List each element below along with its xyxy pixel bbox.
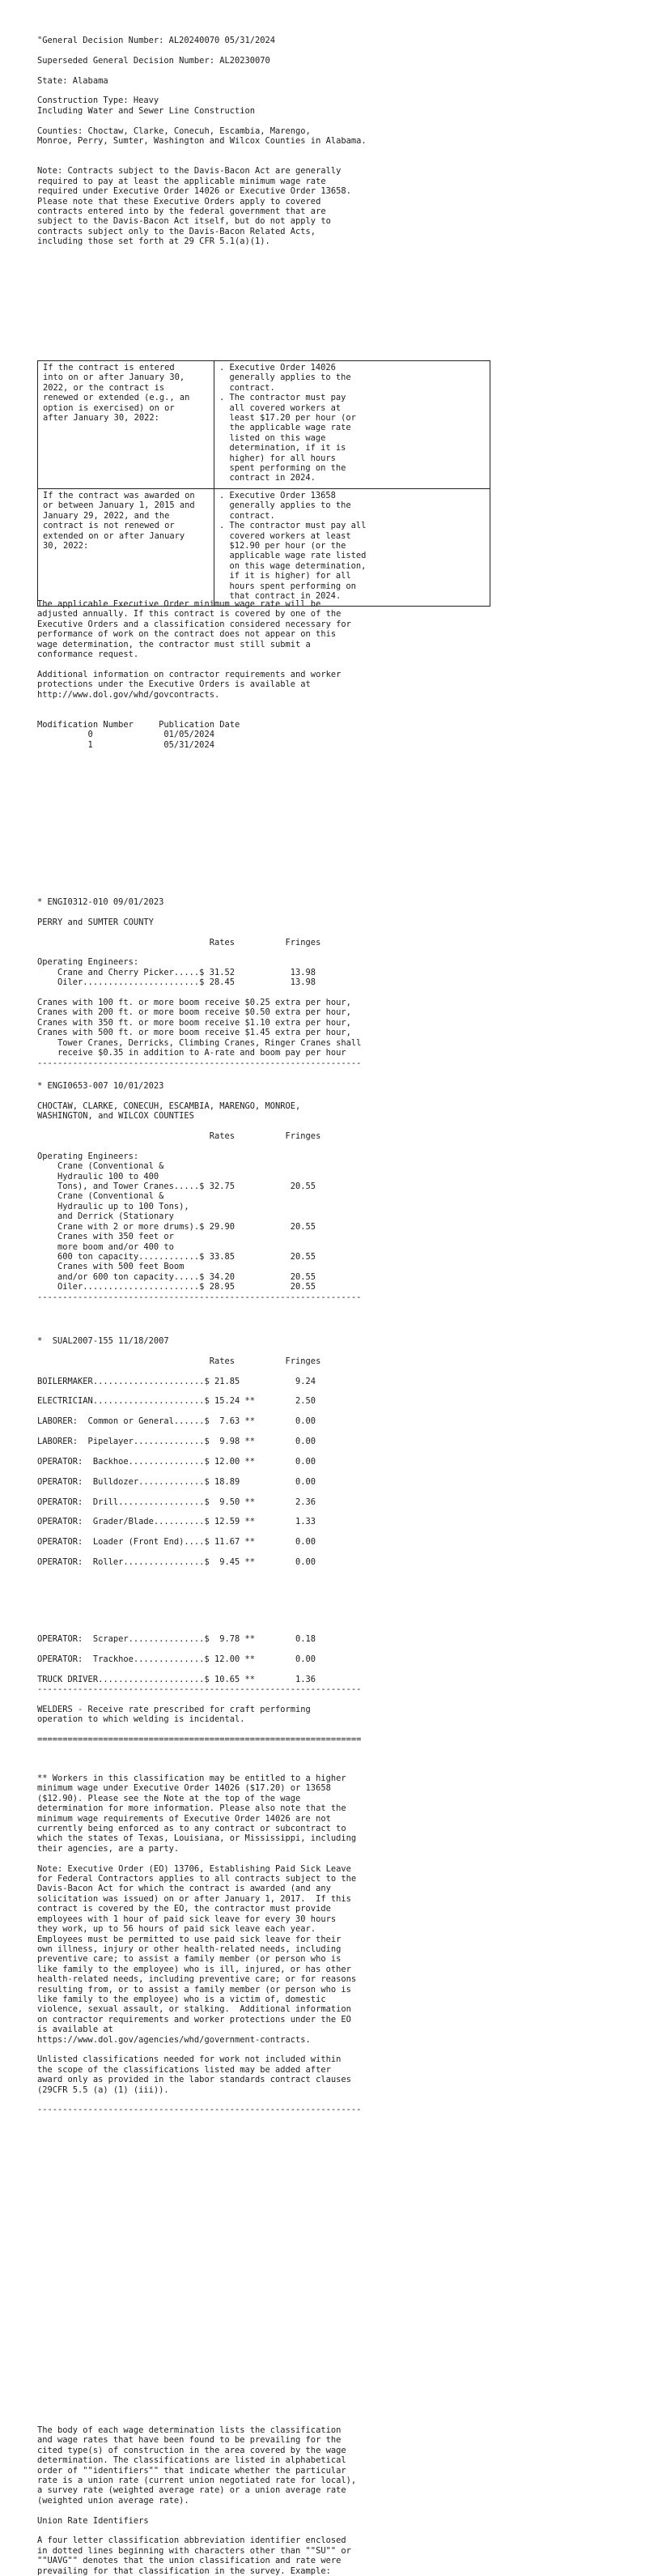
eo-14026-requirement-cell: [214, 361, 490, 489]
eo-13658-requirement: . Executive Order 13658 generally applies to the contract. . The contractor must pay all covered workers at least $12.90 per hour (or the applicable wage rate listed on this wage determination, if it is higher) for all hours spent performing on that contract in 2024.: [219, 490, 367, 601]
eo-14026-row: [38, 361, 490, 489]
eo-13658-condition-cell: [38, 488, 214, 606]
eo-14026-condition-cell: [38, 361, 214, 489]
eo-13658-condition: If the contract was awarded on or between January 1, 2015 and January 29, 2022, and the contract is not renewed or extended on or after January 30, 2022:: [43, 490, 195, 551]
engi0312-section: * ENGI0312-010 09/01/2023 PERRY and SUMTER COUNTY Rates Fringes Operating Engineers: Crane and Cherry Picker.....$ 31.52 13.98 Oiler.......................$ 28.45 13.98 Cranes with 100 ft. or more boom receive $0.25 extra per hour, Cranes with 200 ft. or more boom receive $0.50 extra per hour, Cranes with 350 ft. or more boom receive $1.10 extra per hour, Cranes with 500 ft. or more boom receive $1.45 extra per hour, Tower Cranes, Derricks, Climbing Cranes, Ringer Cranes shall receive $0.35 in addition to A-rate and boom pay per hour ----------------------------------------------------------------: [37, 897, 362, 1068]
footer-notes: ** Workers in this classification may be entitled to a higher minimum wage under Executive Order 14026 ($17.20) or 13658 ($12.90). Please see the Note at the top of the wage determination for more information. Please also note that the minimum wage requirements of Executive Order 14026 are not currently being enforced as to any contract or subcontract to which the states of Texas, Louisiana, or Mississippi, including their agencies, are a party. Note: Executive Order (EO) 13706, Establishing Paid Sick Leave for Federal Contractors applies to all contracts subject to the Davis-Bacon Act for which the contract is awarded (and any solicitation was issued) on or after January 1, 2017. If this contract is covered by the EO, the contractor must provide employees with 1 hour of paid sick leave for every 30 hours they work, up to 56 hours of paid sick leave each year. Employees must be permitted to use paid sick leave for their own illness, injury or other health-related needs, including preventive care; to assist a family member (or person who is like family to the employee) who is ill, injured, or has other health-related needs, including preventive care; or for reasons resulting from, or to assist a family member (or person who is like family to the employee) who is a victim of, domestic violence, sexual assault, or stalking. Additional information on contractor requirements and worker protections under the EO is available at https://www.dol.gov/agencies/whd/government-contracts. Unlisted classifications needed for work not included within the scope of the classifications listed may be added after award only as provided in the labor standards contract clauses (29CFR 5.5 (a) (1) (iii)). ----------------------------------------------------------------: [37, 1773, 362, 2115]
sual-section-continued: OPERATOR: Scraper...............$ 9.78 ** 0.18 OPERATOR: Trackhoe..............$ 12.00 ** 0.00 TRUCK DRIVER.....................$ 10.65 ** 1.36 ---------------------------------------------------------------- WELDERS - Receive rate prescribed for craft performing operation to which welding is incidental. ================================================================: [37, 1634, 362, 1745]
adjustment-and-modifications: The applicable Executive Order minimum wage rate will be adjusted annually. If this contract is covered by one of the Executive Orders and a classification considered necessary for performance of work on the contract does not appear on this wage determination, the contractor must still submit a conformance request. Additional information on contractor requirements and worker protections under the Executive Orders is available at http://www.dol.gov/whd/govcontracts. Modification Number Publication Date 0 01/05/2024 1 05/31/2024: [37, 599, 351, 750]
eo-14026-condition: If the contract is entered into on or after January 30, 2022, or the contract is renewed or extended (e.g., an option is exercised) on or after January 30, 2022:: [43, 363, 190, 424]
executive-order-table: [37, 360, 490, 607]
engi0653-section: * ENGI0653-007 10/01/2023 CHOCTAW, CLARKE, CONECUH, ESCAMBIA, MARENGO, MONROE, WASHINGTON, and WILCOX COUNTIES Rates Fringes Operating Engineers: Crane (Conventional & Hydraulic 100 to 400 Tons), and Tower Cranes.....$ 32.75 20.55 Crane (Conventional & Hydraulic up to 100 Tons), and Derrick (Stationary Crane with 2 or more drums).$ 29.90 20.55 Cranes with 350 feet or more boom and/or 400 to 600 ton capacity............$ 33.85 20.55 Cranes with 500 feet Boom and/or 600 ton capacity.....$ 34.20 20.55 Oiler.......................$ 28.95 20.55 ----------------------------------------------------------------: [37, 1081, 362, 1302]
eo-13658-row: [38, 488, 490, 606]
header-and-note: "General Decision Number: AL20240070 05/31/2024 Superseded General Decision Number: AL20230070 State: Alabama Construction Type: Heavy Including Water and Sewer Line Construction Counties: Choctaw, Clarke, Conecuh, Escambia, Marengo, Monroe, Perry, Sumter, Washington and Wilcox Counties in Alabama. Note: Contracts subject to the Davis-Bacon Act are generally required to pay at least the applicable minimum wage rate required under Executive Order 14026 or Executive Order 13658. Please note that these Executive Orders apply to covered contracts entered into by the federal government that are subject to the Davis-Bacon Act itself, but do not apply to contracts subject only to the Davis-Bacon Related Acts, including those set forth at 29 CFR 5.1(a)(1).: [37, 36, 367, 247]
identifiers-explanation: The body of each wage determination lists the classification and wage rates that have been found to be prevailing for the cited type(s) of construction in the area covered by the wage determination. The classifications are listed in alphabetical order of ""identifiers"" that indicate whether the particular rate is a union rate (current union negotiated rate for local), a survey rate (weighted average rate) or a union average rate (weighted union average rate). Union Rate Identifiers A four letter classification abbreviation identifier enclosed in dotted lines beginning with characters other than ""SU"" or ""UAVG"" denotes that the union classification and rate were prevailing for that classification in the survey. Example:: [37, 2425, 357, 2576]
sual-section: * SUAL2007-155 11/18/2007 Rates Fringes BOILERMAKER......................$ 21.85 9.24 ELECTRICIAN......................$ 15.24 ** 2.50 LABORER: Common or General......$ 7.63 ** 0.00 LABORER: Pipelayer..............$ 9.98 ** 0.00 OPERATOR: Backhoe...............$ 12.00 ** 0.00 OPERATOR: Bulldozer.............$ 18.89 0.00 OPERATOR: Drill.................$ 9.50 ** 2.36 OPERATOR: Grader/Blade..........$ 12.59 ** 1.33 OPERATOR: Loader (Front End)....$ 11.67 ** 0.00 OPERATOR: Roller................$ 9.45 ** 0.00: [37, 1336, 321, 1567]
eo-14026-requirement: . Executive Order 14026 generally applies to the contract. . The contractor must pay all covered workers at least $17.20 per hour (or the applicable wage rate listed on this wage determination, if it is higher) for all hours spent performing on the contract in 2024.: [219, 363, 356, 483]
eo-13658-requirement-cell: [214, 488, 490, 606]
